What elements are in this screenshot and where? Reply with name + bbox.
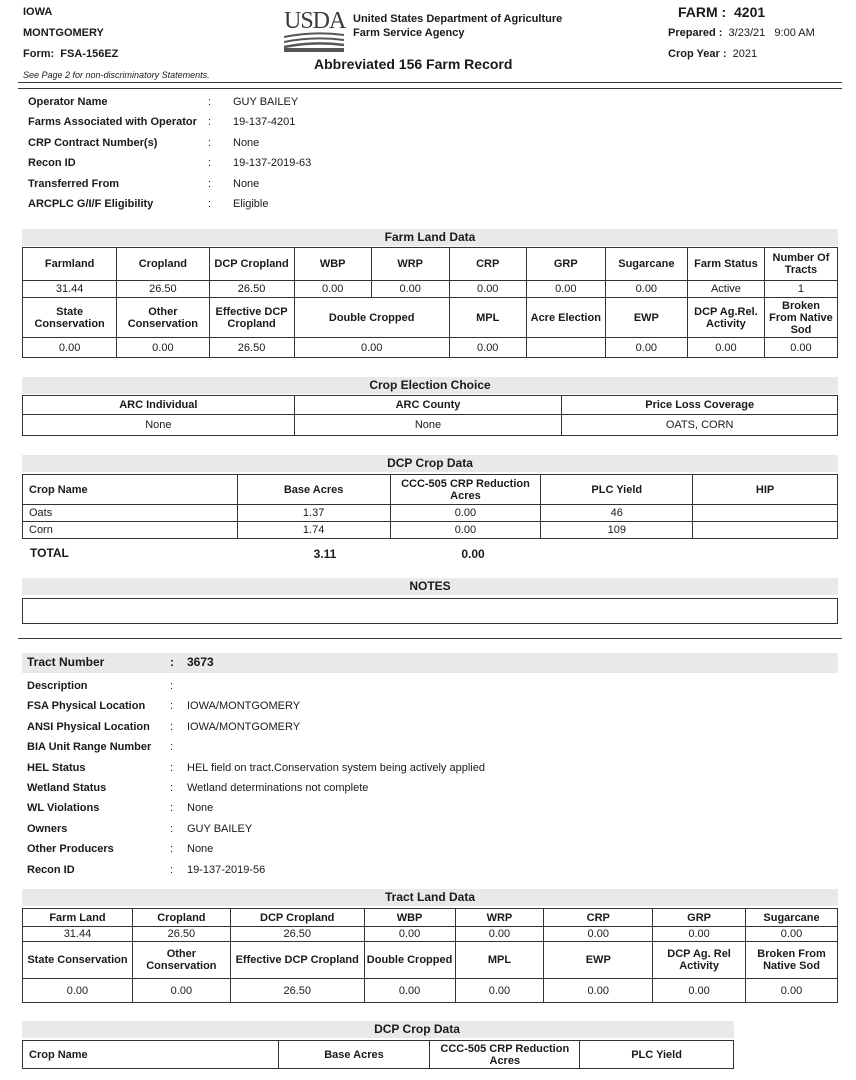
tract-number-label: Tract Number bbox=[27, 655, 105, 669]
table-cell bbox=[693, 522, 838, 539]
field-colon: : bbox=[170, 720, 174, 733]
column-header: Double Cropped bbox=[294, 298, 449, 338]
table-cell: OATS, CORN bbox=[562, 415, 838, 436]
column-header: Base Acres bbox=[278, 1041, 430, 1069]
field-value: IOWA/MONTGOMERY bbox=[187, 720, 301, 733]
field-colon: : bbox=[208, 96, 212, 108]
field-colon: : bbox=[208, 198, 212, 210]
table-cell: 0.00 bbox=[371, 281, 449, 298]
farm-info: FARM : 4201 Prepared : 3/23/21 9:00 AM Crop Year : 2021 bbox=[668, 4, 815, 60]
record-title: Abbreviated 156 Farm Record bbox=[314, 56, 513, 72]
column-header: GRP bbox=[526, 248, 605, 281]
column-header: Number Of Tracts bbox=[764, 248, 837, 281]
value-row bbox=[23, 338, 838, 358]
table-cell: 0.00 bbox=[746, 927, 838, 942]
column-header: HIP bbox=[693, 475, 838, 505]
dcp-total-label: TOTAL bbox=[30, 546, 69, 560]
column-header: Farm Land bbox=[23, 909, 133, 927]
header-row bbox=[23, 248, 838, 281]
header-row bbox=[23, 396, 838, 415]
table-cell: 0.00 bbox=[455, 979, 544, 1003]
field-value: 19-137-2019-63 bbox=[233, 157, 312, 170]
value-row bbox=[23, 281, 838, 298]
table-cell: 0.00 bbox=[605, 338, 687, 358]
table-cell: 26.50 bbox=[132, 927, 230, 942]
column-header: ARC Individual bbox=[23, 396, 295, 415]
table-cell: 0.00 bbox=[455, 927, 544, 942]
table-cell: 0.00 bbox=[390, 522, 541, 539]
table-cell: None bbox=[23, 415, 295, 436]
form-id: Form: FSA-156EZ bbox=[23, 48, 119, 60]
field-value: GUY BAILEY bbox=[187, 822, 253, 835]
field-label: Operator Name bbox=[28, 96, 108, 108]
column-header: Price Loss Coverage bbox=[562, 396, 838, 415]
field-label: CRP Contract Number(s) bbox=[28, 136, 158, 149]
column-header: ARC County bbox=[294, 396, 562, 415]
table-cell: 0.00 bbox=[544, 979, 653, 1003]
column-header: PLC Yield bbox=[541, 475, 693, 505]
table-cell: 26.50 bbox=[209, 281, 294, 298]
table-cell: 0.00 bbox=[364, 927, 455, 942]
table-row bbox=[23, 505, 838, 522]
farm-number: 4201 bbox=[734, 4, 766, 20]
field-colon: : bbox=[170, 802, 174, 815]
county-name: MONTGOMERY bbox=[23, 27, 104, 39]
column-header: EWP bbox=[605, 298, 687, 338]
column-header: Broken From Native Sod bbox=[746, 942, 838, 979]
column-header: Farmland bbox=[23, 248, 117, 281]
field-value: None bbox=[187, 843, 214, 856]
farm-land-title: Farm Land Data bbox=[384, 230, 476, 244]
value-row bbox=[23, 415, 838, 436]
disclaimer: See Page 2 for non-discriminatory Statements. bbox=[23, 70, 210, 80]
field-label: FSA Physical Location bbox=[27, 700, 146, 713]
tract-band bbox=[22, 653, 838, 673]
crop-election-title: Crop Election Choice bbox=[369, 378, 491, 392]
field-colon: : bbox=[170, 863, 174, 876]
table-row bbox=[23, 522, 838, 539]
table-cell: 46 bbox=[541, 505, 693, 522]
field-label: Farms Associated with Operator bbox=[28, 116, 197, 129]
column-header: WBP bbox=[294, 248, 371, 281]
column-header: WBP bbox=[364, 909, 455, 927]
table-cell: 26.50 bbox=[230, 927, 364, 942]
table-cell: 0.00 bbox=[364, 979, 455, 1003]
column-header: WRP bbox=[455, 909, 544, 927]
table-cell: Corn bbox=[23, 522, 238, 539]
field-label: Other Producers bbox=[27, 843, 114, 856]
column-header: Crop Name bbox=[23, 1041, 279, 1069]
field-value: 19-137-2019-56 bbox=[187, 863, 266, 876]
column-header: Cropland bbox=[117, 248, 209, 281]
dcp-total-base: 3.11 bbox=[313, 547, 337, 561]
column-header: CRP bbox=[544, 909, 653, 927]
field-colon: : bbox=[208, 157, 212, 170]
column-header: CCC-505 CRP Reduction Acres bbox=[430, 1041, 580, 1069]
table-cell: 1.74 bbox=[237, 522, 390, 539]
field-value: GUY BAILEY bbox=[233, 96, 299, 108]
table-cell: 0.00 bbox=[294, 281, 371, 298]
field-value: None bbox=[233, 136, 260, 149]
tract-colon: : bbox=[170, 655, 174, 669]
field-label: ANSI Physical Location bbox=[27, 720, 150, 733]
column-header: DCP Ag.Rel. Activity bbox=[687, 298, 764, 338]
table-cell: 0.00 bbox=[605, 281, 687, 298]
table-cell: None bbox=[294, 415, 562, 436]
field-value: 19-137-4201 bbox=[233, 116, 296, 129]
field-label: Description bbox=[27, 680, 88, 692]
column-header: Cropland bbox=[132, 909, 230, 927]
agency-name: United States Department of Agriculture Farm Service Agency bbox=[353, 13, 563, 39]
table-cell: Active bbox=[687, 281, 764, 298]
column-header: GRP bbox=[653, 909, 746, 927]
tract-land-table bbox=[22, 908, 838, 1003]
column-header: Other Conservation bbox=[117, 298, 209, 338]
value-row bbox=[23, 979, 838, 1003]
column-header: Acre Election bbox=[526, 298, 605, 338]
notes-box bbox=[22, 598, 838, 624]
column-header: Other Conservation bbox=[132, 942, 230, 979]
field-colon: : bbox=[170, 680, 174, 692]
column-header: Sugarcane bbox=[746, 909, 838, 927]
column-header: Effective DCP Cropland bbox=[230, 942, 364, 979]
divider bbox=[18, 82, 842, 83]
table-cell: 31.44 bbox=[23, 281, 117, 298]
table-cell: 0.00 bbox=[449, 338, 526, 358]
column-header: Base Acres bbox=[237, 475, 390, 505]
table-cell: 0.00 bbox=[544, 927, 653, 942]
column-header: EWP bbox=[544, 942, 653, 979]
field-colon: : bbox=[170, 782, 174, 794]
table-cell: 0.00 bbox=[746, 979, 838, 1003]
table-cell: 0.00 bbox=[294, 338, 449, 358]
table-cell: 0.00 bbox=[132, 979, 230, 1003]
column-header: DCP Cropland bbox=[209, 248, 294, 281]
header-row bbox=[23, 1041, 734, 1069]
header-row bbox=[23, 942, 838, 979]
table-cell: 0.00 bbox=[390, 505, 541, 522]
column-header: MPL bbox=[449, 298, 526, 338]
column-header: State Conservation bbox=[23, 942, 133, 979]
field-label: Recon ID bbox=[27, 863, 75, 876]
field-label: Transferred From bbox=[28, 177, 120, 190]
notes-title: NOTES bbox=[409, 579, 451, 593]
dcp-title: DCP Crop Data bbox=[387, 456, 473, 470]
dcp-crop-table bbox=[22, 474, 838, 539]
table-cell: 0.00 bbox=[653, 979, 746, 1003]
table-cell: 1.37 bbox=[237, 505, 390, 522]
column-header: Double Cropped bbox=[364, 942, 455, 979]
tract-land-title: Tract Land Data bbox=[384, 890, 476, 904]
field-value: Wetland determinations not complete bbox=[187, 782, 369, 794]
tract-number: 3673 bbox=[187, 655, 214, 669]
column-header: WRP bbox=[371, 248, 449, 281]
column-header: CCC-505 CRP Reduction Acres bbox=[390, 475, 541, 505]
value-row bbox=[23, 927, 838, 942]
table-cell: 0.00 bbox=[23, 338, 117, 358]
field-colon: : bbox=[170, 843, 174, 856]
table-cell: 0.00 bbox=[764, 338, 837, 358]
column-header: DCP Cropland bbox=[230, 909, 364, 927]
field-value: None bbox=[233, 177, 260, 190]
header-row bbox=[23, 298, 838, 338]
column-header: MPL bbox=[455, 942, 544, 979]
field-label: BIA Unit Range Number bbox=[27, 741, 152, 754]
field-label: HEL Status bbox=[27, 761, 86, 774]
usda-logo: USDA bbox=[284, 8, 346, 53]
column-header: CRP bbox=[449, 248, 526, 281]
field-label: Wetland Status bbox=[27, 782, 107, 794]
field-colon: : bbox=[170, 822, 174, 835]
field-colon: : bbox=[170, 761, 174, 774]
table-cell: 109 bbox=[541, 522, 693, 539]
field-value: HEL field on tract.Conservation system being actively applied bbox=[187, 761, 485, 774]
table-cell bbox=[693, 505, 838, 522]
divider bbox=[18, 88, 842, 89]
field-label: ARCPLC G/I/F Eligibility bbox=[28, 198, 154, 210]
column-header: Sugarcane bbox=[605, 248, 687, 281]
field-colon: : bbox=[208, 136, 212, 149]
field-value: None bbox=[187, 802, 214, 815]
column-header: Farm Status bbox=[687, 248, 764, 281]
column-header: Effective DCP Cropland bbox=[209, 298, 294, 338]
farm-land-table bbox=[22, 247, 838, 358]
divider bbox=[18, 638, 842, 639]
column-header: DCP Ag. Rel Activity bbox=[653, 942, 746, 979]
table-cell: Oats bbox=[23, 505, 238, 522]
tract-dcp-title: DCP Crop Data bbox=[374, 1022, 460, 1036]
field-label: Recon ID bbox=[28, 157, 76, 170]
column-header: State Conservation bbox=[23, 298, 117, 338]
column-header: PLC Yield bbox=[580, 1041, 734, 1069]
field-value: Eligible bbox=[233, 198, 269, 210]
state-name: IOWA bbox=[23, 6, 53, 18]
crop-election-table bbox=[22, 395, 838, 436]
table-cell: 0.00 bbox=[23, 979, 133, 1003]
table-cell: 26.50 bbox=[117, 281, 209, 298]
table-cell: 26.50 bbox=[230, 979, 364, 1003]
field-colon: : bbox=[170, 741, 174, 754]
header-row bbox=[23, 909, 838, 927]
column-header: Broken From Native Sod bbox=[764, 298, 837, 338]
table-cell: 0.00 bbox=[526, 281, 605, 298]
table-cell: 31.44 bbox=[23, 927, 133, 942]
field-colon: : bbox=[170, 700, 174, 713]
field-colon: : bbox=[208, 116, 212, 129]
field-colon: : bbox=[208, 177, 212, 190]
table-cell: 0.00 bbox=[687, 338, 764, 358]
usda-logo-field-icon bbox=[284, 31, 346, 53]
tract-dcp-table bbox=[22, 1040, 734, 1069]
table-cell: 1 bbox=[764, 281, 837, 298]
table-cell bbox=[526, 338, 605, 358]
table-cell: 26.50 bbox=[209, 338, 294, 358]
field-value: IOWA/MONTGOMERY bbox=[187, 700, 301, 713]
dcp-total-ccc: 0.00 bbox=[461, 547, 485, 561]
table-cell: 0.00 bbox=[117, 338, 209, 358]
header-left bbox=[23, 2, 210, 86]
field-label: WL Violations bbox=[27, 802, 100, 815]
column-header: Crop Name bbox=[23, 475, 238, 505]
header-row bbox=[23, 475, 838, 505]
field-label: Owners bbox=[27, 822, 68, 835]
table-cell: 0.00 bbox=[653, 927, 746, 942]
table-cell: 0.00 bbox=[449, 281, 526, 298]
